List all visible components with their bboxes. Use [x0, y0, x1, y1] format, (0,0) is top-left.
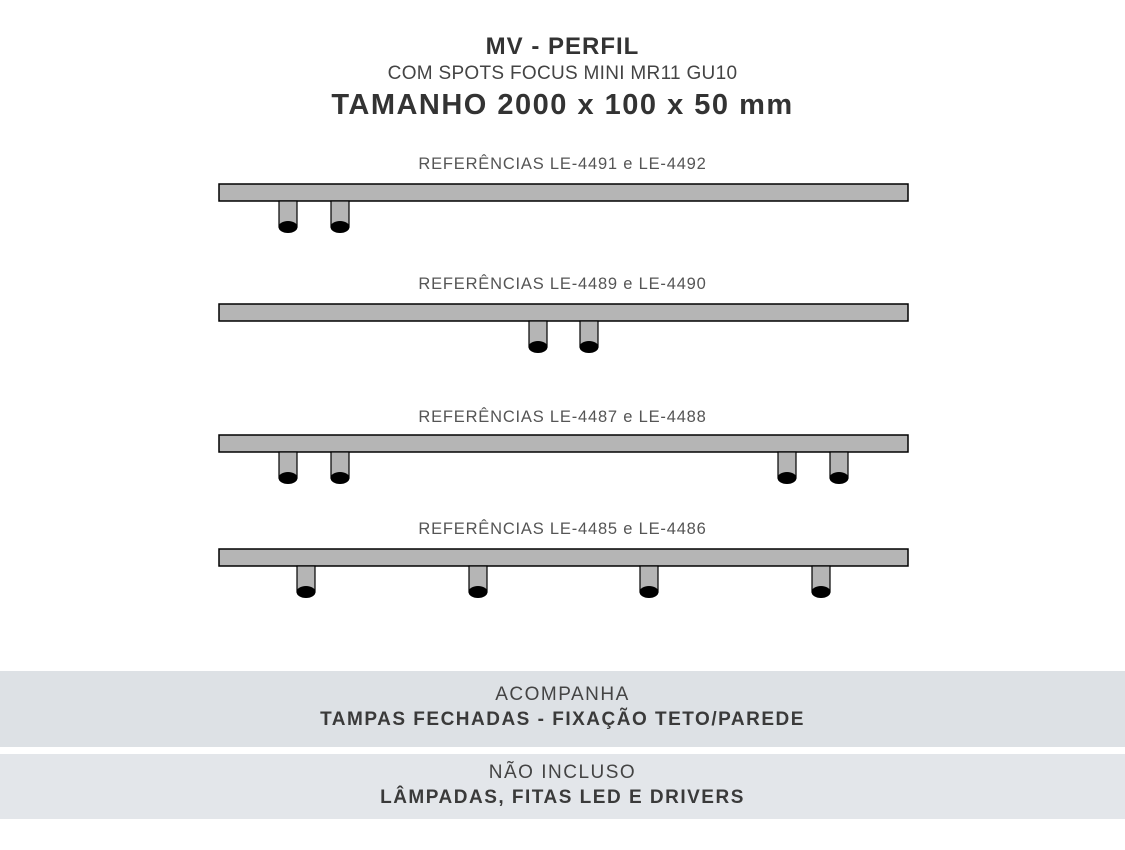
product-size: TAMANHO 2000 x 100 x 50 mm: [331, 89, 794, 121]
variant-block: [0, 275, 1125, 385]
variant-reference: REFERÊNCIAS LE-4485 e LE-4486: [418, 520, 707, 538]
profile-drawing: [0, 297, 1125, 367]
variant-block: [0, 155, 1125, 265]
profile-drawing: [0, 177, 1125, 247]
spot: [469, 566, 488, 598]
profile-bar: [219, 435, 908, 452]
profile-bar: [219, 184, 908, 201]
not-included-band: [0, 754, 1125, 819]
included-label: ACOMPANHA: [495, 684, 630, 705]
included-band: [0, 671, 1125, 747]
spot: [580, 321, 599, 353]
spot: [279, 452, 298, 484]
spot: [830, 452, 849, 484]
variant-block: [0, 408, 1125, 518]
not-included-label: NÃO INCLUSO: [488, 762, 637, 783]
spot: [529, 321, 548, 353]
not-included-value: LÂMPADAS, FITAS LED E DRIVERS: [380, 787, 745, 808]
spot: [331, 452, 350, 484]
variant-block: [0, 520, 1125, 630]
profile-bar: [219, 549, 908, 566]
variant-reference: REFERÊNCIAS LE-4489 e LE-4490: [418, 275, 707, 293]
profile-bar: [219, 304, 908, 321]
profile-drawing: [0, 542, 1125, 612]
spot: [778, 452, 797, 484]
variant-reference: REFERÊNCIAS LE-4491 e LE-4492: [418, 155, 707, 173]
profile-drawing: [0, 430, 1125, 500]
product-title: MV - PERFIL: [485, 33, 640, 60]
spot: [279, 201, 298, 233]
spot: [812, 566, 831, 598]
spot: [640, 566, 659, 598]
product-subtitle: COM SPOTS FOCUS MINI MR11 GU10: [387, 63, 738, 84]
spot: [331, 201, 350, 233]
variant-reference: REFERÊNCIAS LE-4487 e LE-4488: [418, 408, 707, 426]
spot: [297, 566, 316, 598]
included-value: TAMPAS FECHADAS - FIXAÇÃO TETO/PAREDE: [320, 709, 805, 730]
